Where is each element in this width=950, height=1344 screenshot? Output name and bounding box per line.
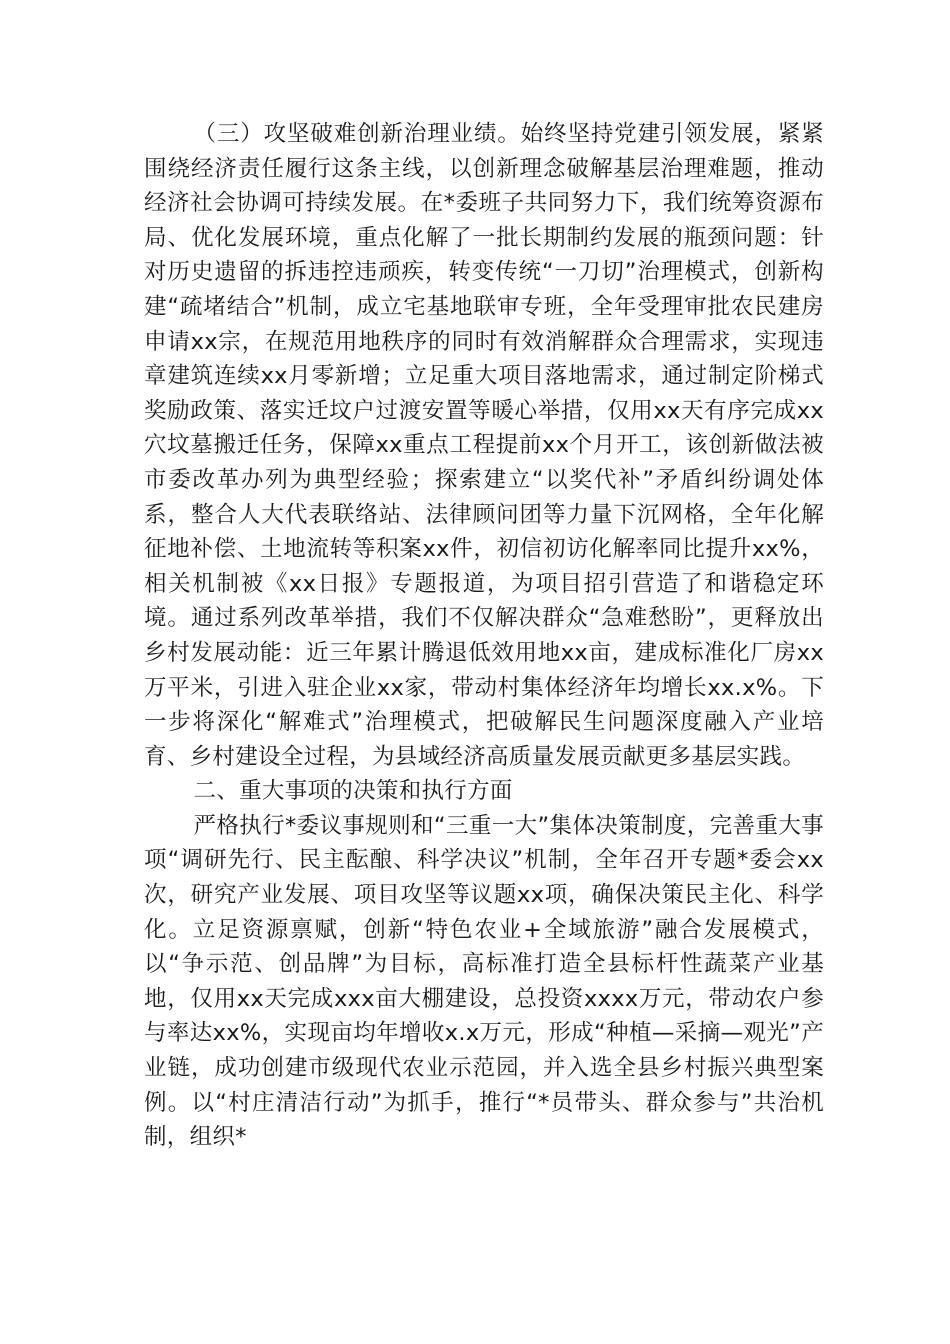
paragraph-decision-execution: 严格执行*委议事规则和“三重一大”集体决策制度，完善重大事项“调研先行、民主酝酿、科学决议”机制，全年召开专题*委会xx次，研究产业发展、项目攻坚等议题xx项，确保决策民主化、科学化。立足资源禀赋，创新“特色农业+全域旅游”融合发展模式，以“争示范、创品牌”为目标，高标准打造全县标杆性蔬菜产业基地，仅用xx天完成xxx亩大棚建设，总投资xxxx万元，带动农户参与率达xx%，实现亩均年增收x.x万元，形成“种植—采摘—观光”产业链，成功创建市级现代农业示范园，并入选全县乡村振兴典型案例。以“村庄清洁行动”为抓手，推行“*员带头、群众参与”共治机制，组织*	[144, 812, 824, 1151]
paragraph-governance-achievements: （三）攻坚破难创新治理业绩。始终坚持党建引领发展，紧紧围绕经济责任履行这条主线，以创新理念破解基层治理难题，推动经济社会协调可持续发展。在*委班子共同努力下，我们统筹资源布局、优化发展环境，重点化解了一批长期制约发展的瓶颈问题：针对历史遗留的拆违控违顽疾，转变传统“一刀切”治理模式，创新构建“疏堵结合”机制，成立宅基地联审专班，全年受理审批农民建房申请xx宗，在规范用地秩序的同时有效消解群众合理需求，实现违章建筑连续xx月零新增；立足重大项目落地需求，通过制定阶梯式奖励政策、落实迁坟户过渡安置等暖心举措，仅用xx天有序完成xx穴坟墓搬迁任务，保障xx重点工程提前xx个月开工，该创新做法被市委改革办列为典型经验；探索建立“以奖代补”矛盾纠纷调处体系，整合人大代表联络站、法律顾问团等力量下沉网格，全年化解征地补偿、土地流转等积案xx件，初信初访化解率同比提升xx%，相关机制被《xx日报》专题报道，为项目招引营造了和谐稳定环境。通过系列改革举措，我们不仅解决群众“急难愁盼”，更释放出乡村发展动能：近三年累计腾退低效用地xx亩，建成标准化厂房xx万平米，引进入驻企业xx家，带动村集体经济年均增长xx.x%。下一步将深化“解难式”治理模式，把破解民生问题深度融入产业培育、乡村建设全过程，为县域经济高质量发展贡献更多基层实践。	[144, 121, 824, 770]
section-heading-major-decisions: 二、重大事项的决策和执行方面	[193, 778, 513, 805]
document-body	[144, 117, 824, 1155]
